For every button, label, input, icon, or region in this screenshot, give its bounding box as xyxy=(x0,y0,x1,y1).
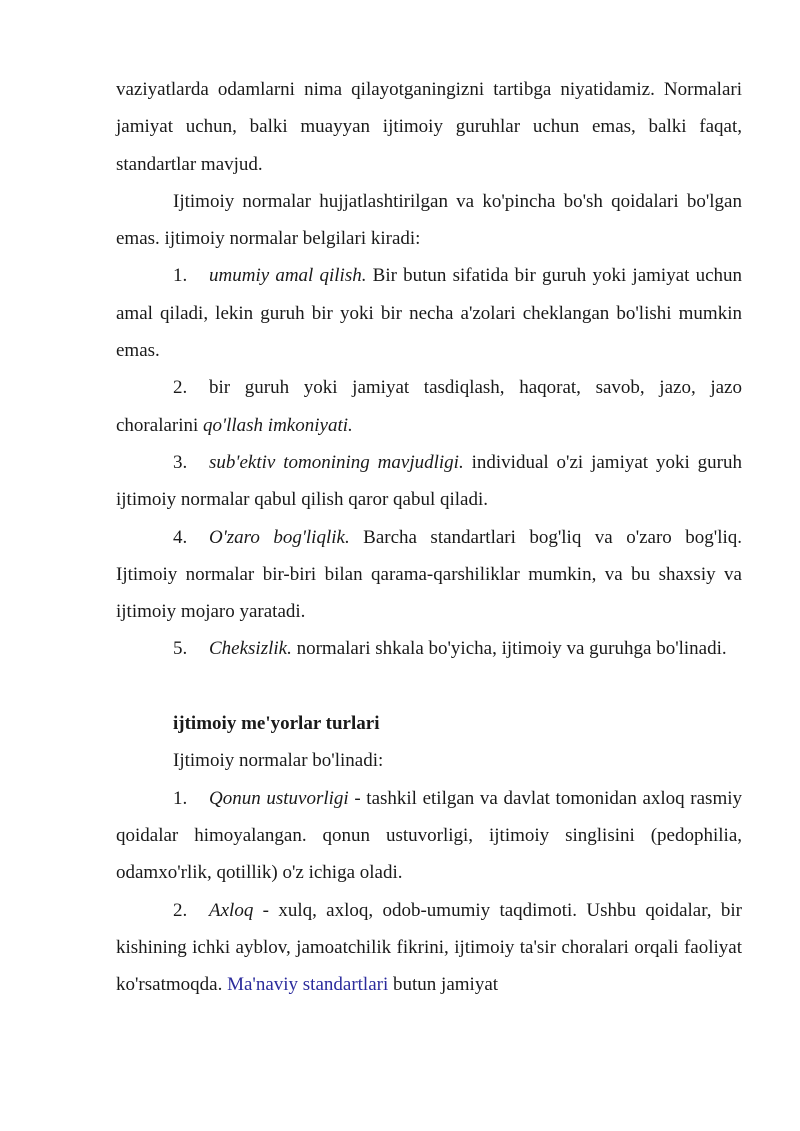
list-item-type-1 xyxy=(116,780,742,892)
paragraph-intro: vaziyatlarda odamlarni nima qilayotganingizni tartibga niyatidamiz. Normalari jamiyat uchun, balki muayyan ijtimoiy guruhlar uchun emas, balki faqat, standartlar mavjud. xyxy=(116,79,742,175)
paragraph-types-intro: Ijtimoiy normalar bo'linadi: xyxy=(173,750,384,772)
list-text: individual o'zi jamiyat yoki guruh ijtimoiy normalar qabul qilish qaror qabul qiladi. xyxy=(116,451,742,511)
list-text-tail: butun jamiyat xyxy=(388,974,499,996)
list-text: - xulq, axloq, odob-umumiy taqdimoti. Ushbu qoidalar, bir kishining ichki ayblov, jamoatchilik fikrini, ijtimoiy ta'sir choralari orqali faoliyat ko'rsatmoqda. xyxy=(116,899,742,996)
list-item-type-2 xyxy=(116,892,742,1004)
section-heading: ijtimoiy me'yorlar turlari xyxy=(173,713,380,735)
list-item-sign-1 xyxy=(116,257,742,369)
list-number: 1. xyxy=(173,787,188,809)
list-text: Bir butun sifatida bir guruh yoki jamiyat uchun amal qiladi, lekin guruh bir yoki bir necha a'zolari cheklangan bo'lishi mumkin emas. xyxy=(116,265,743,362)
list-term: Axloq xyxy=(209,899,254,921)
list-number: 5. xyxy=(173,638,188,660)
list-number: 1. xyxy=(173,265,188,287)
list-text: bir guruh yoki jamiyat tasdiqlash, haqorat, savob, jazo, jazo choralarini xyxy=(116,377,742,436)
list-text: - tashkil etilgan va davlat tomonidan axloq rasmiy qoidalar himoyalangan. qonun ustuvorligi, ijtimoiy singlisini (pedophilia, odamxo'rlik, qotillik) o'z ichiga oladi. xyxy=(116,787,743,884)
list-text: normalari shkala bo'yicha, ijtimoiy va guruhga bo'linadi. xyxy=(291,638,727,660)
list-term: Qonun ustuvorligi xyxy=(209,787,349,809)
list-text: Barcha standartlari bog'liq va o'zaro bog'liq. Ijtimoiy normalar bir-biri bilan qarama-qarshiliklar mumkin, va bu shaxsiy va ijtimoiy mojaro yaratadi. xyxy=(116,526,742,623)
list-number: 3. xyxy=(173,451,188,473)
list-term: O'zaro bog'liqlik. xyxy=(209,526,350,548)
list-term: Cheksizlik. xyxy=(209,638,292,660)
list-number: 2. xyxy=(173,377,188,399)
list-item-sign-4 xyxy=(116,519,742,631)
list-term: qo'llash imkoniyati. xyxy=(203,414,353,436)
list-number: 2. xyxy=(173,899,188,921)
list-term: umumiy amal qilish. xyxy=(209,265,367,287)
list-number: 4. xyxy=(173,526,188,548)
list-item-sign-3 xyxy=(116,444,742,519)
list-term: sub'ektiv tomonining mavjudligi. xyxy=(209,451,464,473)
document-page xyxy=(116,71,742,1003)
list-item-sign-2 xyxy=(116,369,742,444)
paragraph-norms-signs: Ijtimoiy normalar hujjatlashtirilgan va ko'pincha bo'sh qoidalari bo'lgan emas. ijtimoiy normalar belgilari kiradi: xyxy=(116,190,742,250)
moral-standards-link[interactable]: Ma'naviy standartlari xyxy=(227,974,389,996)
list-item-sign-5 xyxy=(116,630,742,667)
